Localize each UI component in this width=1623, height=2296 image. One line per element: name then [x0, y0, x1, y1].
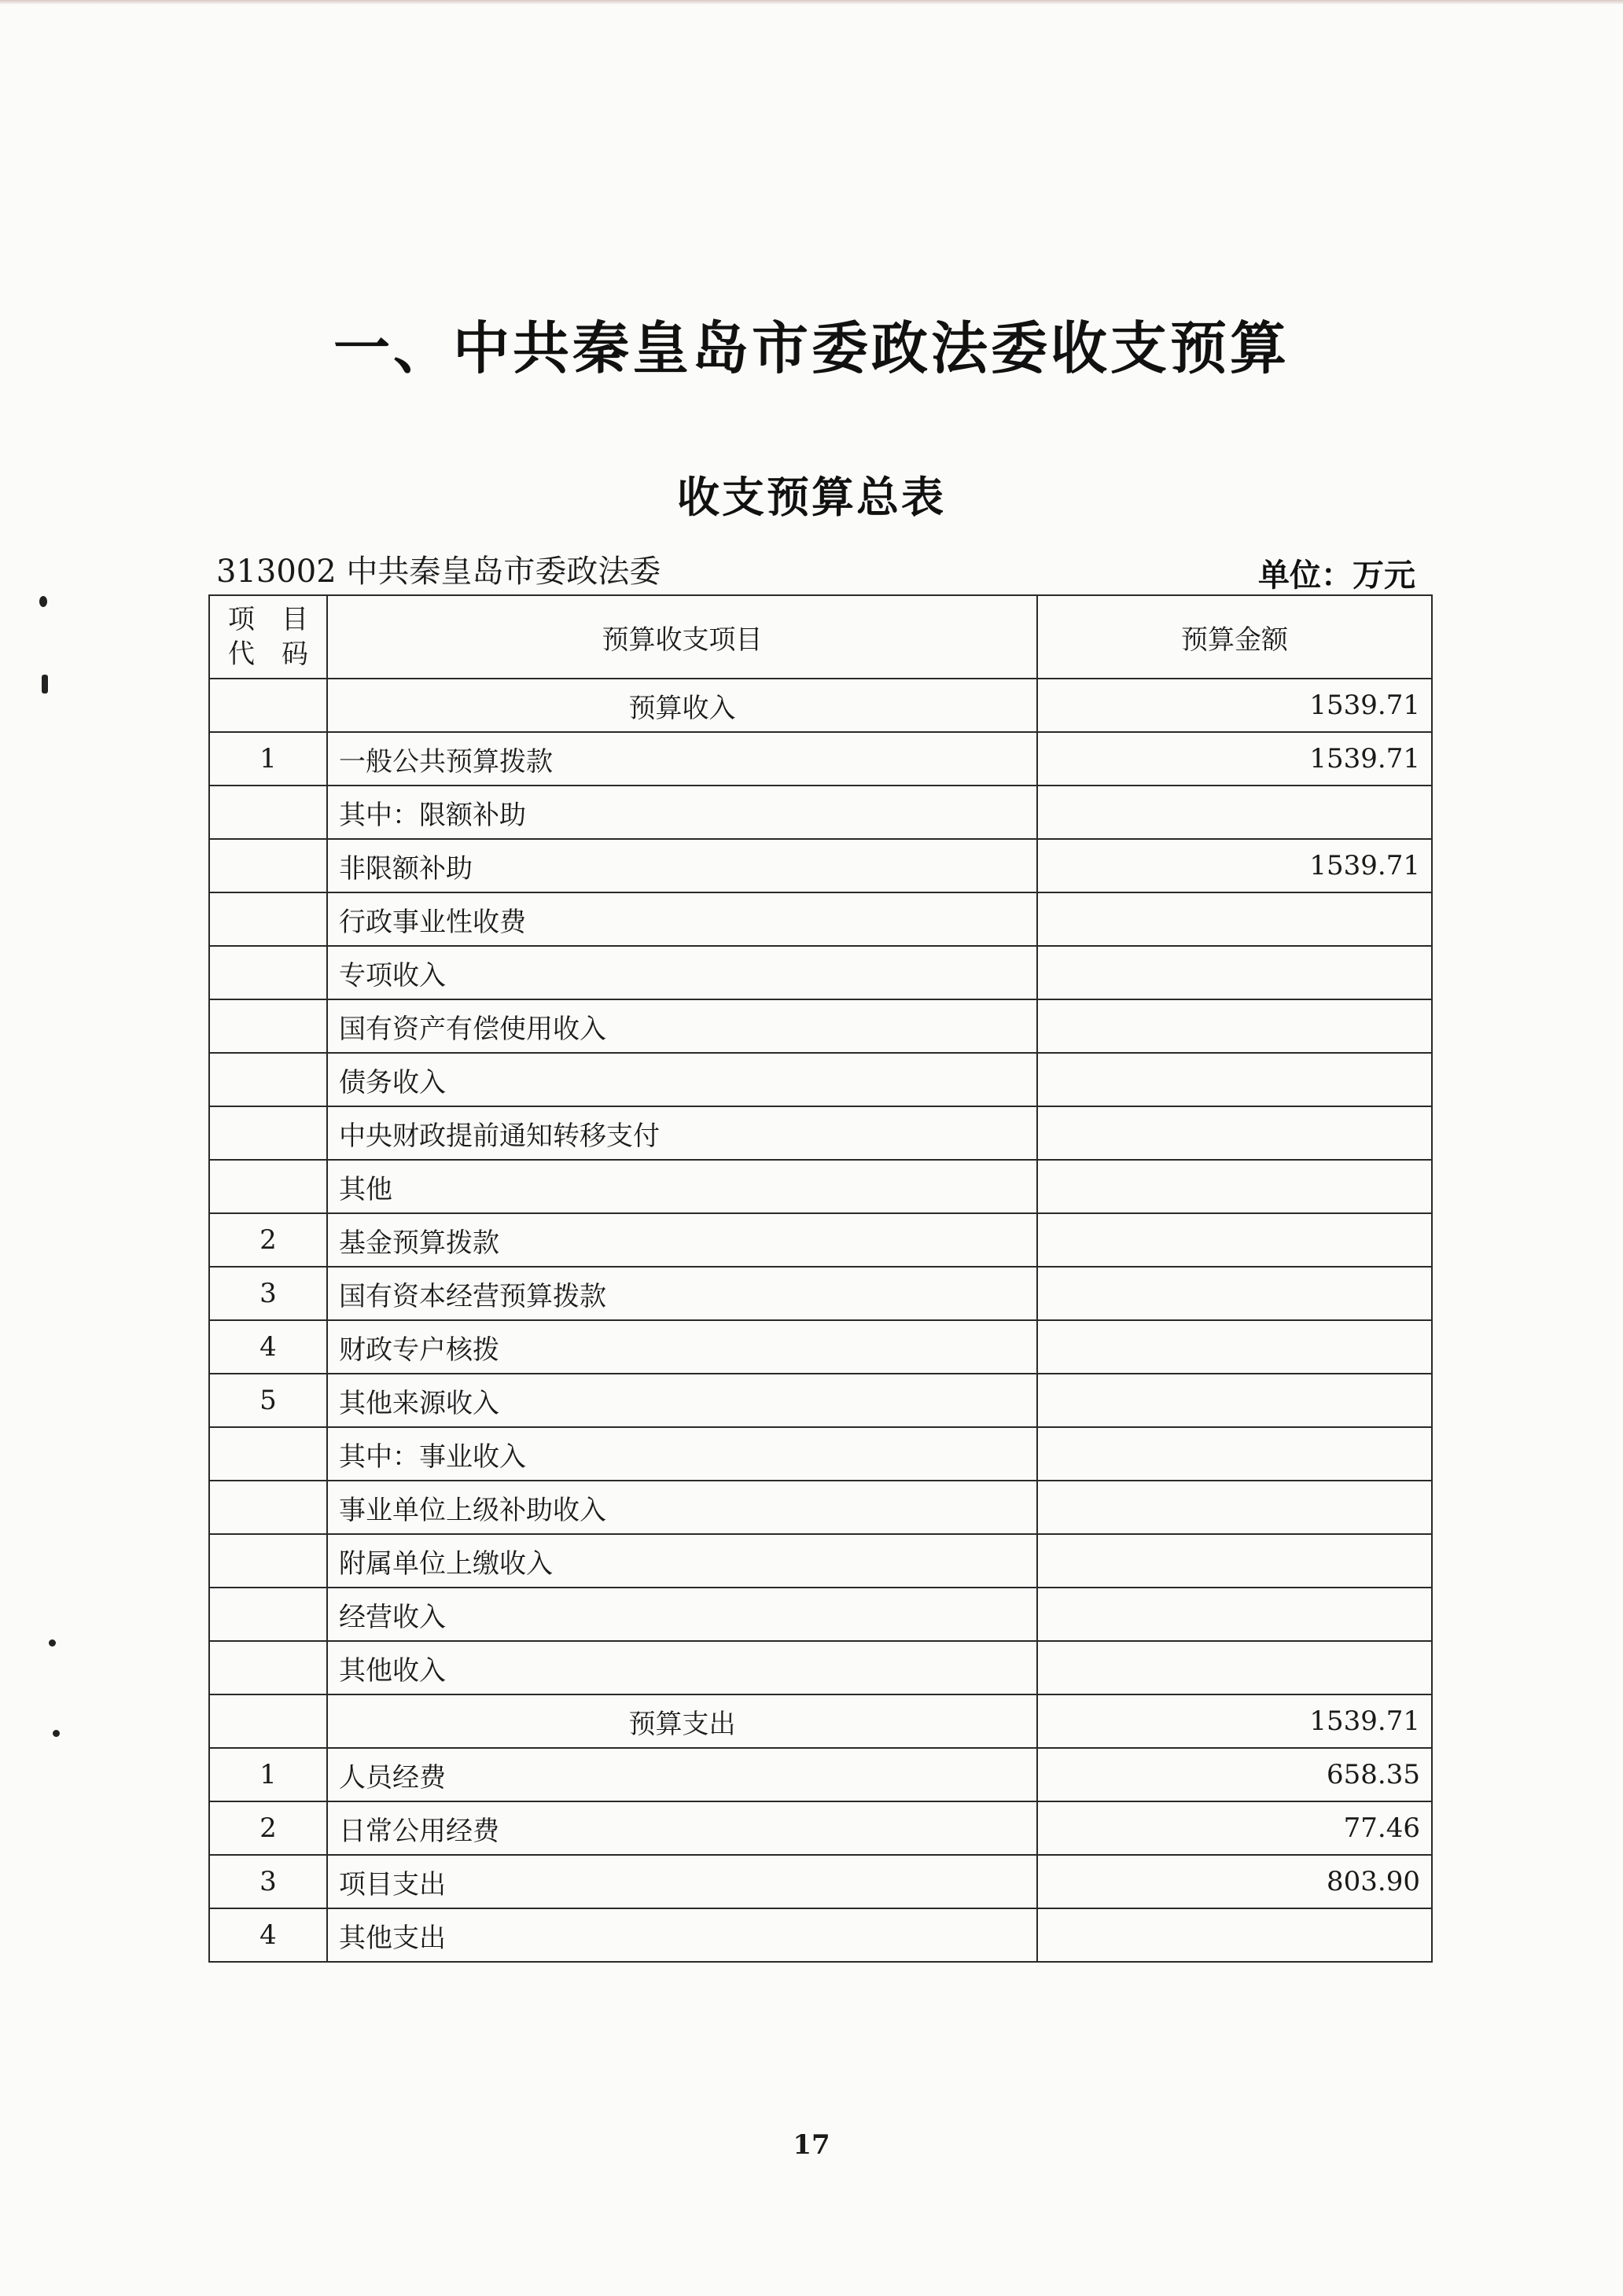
- item-code-cell: [209, 1534, 327, 1588]
- item-code-cell: [209, 892, 327, 946]
- amount-cell: [1037, 1320, 1432, 1374]
- table-row: [209, 1588, 1432, 1641]
- header-item-code: [209, 595, 327, 679]
- amount-cell: [1037, 1534, 1432, 1588]
- item-name-cell: 一般公共预算拨款: [327, 732, 1037, 786]
- item-code-cell: [209, 786, 327, 839]
- item-name-cell: 专项收入: [327, 946, 1037, 999]
- amount-cell: [1037, 1427, 1432, 1481]
- item-name-cell: 其中：事业收入: [327, 1427, 1037, 1481]
- item-name-cell: 人员经费: [327, 1748, 1037, 1801]
- item-code-cell: [209, 1106, 327, 1160]
- page-top-edge: [0, 0, 1623, 5]
- item-code-cell: [209, 679, 327, 732]
- item-code-cell: 4: [209, 1320, 327, 1374]
- item-code-cell: [209, 1053, 327, 1106]
- item-name-cell: 预算支出: [327, 1694, 1037, 1748]
- item-code-cell: [209, 839, 327, 892]
- item-name-cell: 其他来源收入: [327, 1374, 1037, 1427]
- amount-cell: 77.46: [1037, 1801, 1432, 1855]
- amount-cell: [1037, 946, 1432, 999]
- table-row: [209, 732, 1432, 786]
- table-row: [209, 679, 1432, 732]
- punch-mark: [39, 596, 47, 607]
- header-budget-amount: 预算金额: [1037, 595, 1432, 679]
- organization-code-label: 313002 中共秦皇岛市委政法委: [216, 554, 661, 590]
- item-name-cell: 经营收入: [327, 1588, 1037, 1641]
- item-name-cell: 基金预算拨款: [327, 1213, 1037, 1267]
- amount-cell: [1037, 1053, 1432, 1106]
- table-row: [209, 1908, 1432, 1962]
- table-row: [209, 1106, 1432, 1160]
- item-code-cell: [209, 1427, 327, 1481]
- item-name-cell: 中央财政提前通知转移支付: [327, 1106, 1037, 1160]
- item-name-cell: 非限额补助: [327, 839, 1037, 892]
- header-code-line1: 项 目: [228, 604, 308, 635]
- table-body: [209, 679, 1432, 1962]
- table-row: [209, 946, 1432, 999]
- page-title: 一、中共秦皇岛市委政法委收支预算: [333, 315, 1290, 381]
- header-code-line2: 代 码: [228, 638, 308, 670]
- table-row: [209, 1374, 1432, 1427]
- table-row: [209, 1801, 1432, 1855]
- amount-cell: [1037, 1374, 1432, 1427]
- unit-label: 单位：万元: [1258, 557, 1415, 594]
- table-row: [209, 1694, 1432, 1748]
- amount-cell: 1539.71: [1037, 679, 1432, 732]
- item-code-cell: 3: [209, 1855, 327, 1908]
- table-row: [209, 1641, 1432, 1694]
- header-budget-item: 预算收支项目: [327, 595, 1037, 679]
- item-name-cell: 其他: [327, 1160, 1037, 1213]
- item-code-cell: [209, 1694, 327, 1748]
- table-row: [209, 1748, 1432, 1801]
- item-name-cell: 国有资本经营预算拨款: [327, 1267, 1037, 1320]
- table-row: [209, 839, 1432, 892]
- item-code-cell: [209, 1160, 327, 1213]
- item-code-cell: [209, 999, 327, 1053]
- item-name-cell: 项目支出: [327, 1855, 1037, 1908]
- table-row: [209, 786, 1432, 839]
- item-name-cell: 国有资产有偿使用收入: [327, 999, 1037, 1053]
- amount-cell: [1037, 1213, 1432, 1267]
- item-code-cell: [209, 946, 327, 999]
- item-code-cell: [209, 1481, 327, 1534]
- amount-cell: [1037, 1481, 1432, 1534]
- amount-cell: 658.35: [1037, 1748, 1432, 1801]
- amount-cell: [1037, 1106, 1432, 1160]
- item-name-cell: 财政专户核拨: [327, 1320, 1037, 1374]
- table-row: [209, 1481, 1432, 1534]
- table-row: [209, 1160, 1432, 1213]
- table-row: [209, 892, 1432, 946]
- amount-cell: [1037, 1267, 1432, 1320]
- table-row: [209, 1855, 1432, 1908]
- amount-cell: 1539.71: [1037, 839, 1432, 892]
- amount-cell: [1037, 1908, 1432, 1962]
- amount-cell: [1037, 1160, 1432, 1213]
- table-row: [209, 1213, 1432, 1267]
- amount-cell: [1037, 892, 1432, 946]
- item-name-cell: 债务收入: [327, 1053, 1037, 1106]
- amount-cell: [1037, 1588, 1432, 1641]
- amount-cell: 1539.71: [1037, 732, 1432, 786]
- item-code-cell: [209, 1588, 327, 1641]
- item-name-cell: 预算收入: [327, 679, 1037, 732]
- table-title: 收支预算总表: [677, 472, 946, 522]
- item-code-cell: [209, 1641, 327, 1694]
- table-row: [209, 1053, 1432, 1106]
- item-code-cell: 1: [209, 1748, 327, 1801]
- punch-mark: [53, 1730, 60, 1737]
- amount-cell: 1539.71: [1037, 1694, 1432, 1748]
- item-code-cell: 4: [209, 1908, 327, 1962]
- table-row: [209, 1534, 1432, 1588]
- amount-cell: [1037, 999, 1432, 1053]
- budget-summary-table: [208, 594, 1433, 1963]
- item-code-cell: 5: [209, 1374, 327, 1427]
- table-row: [209, 1320, 1432, 1374]
- amount-cell: 803.90: [1037, 1855, 1432, 1908]
- item-name-cell: 附属单位上缴收入: [327, 1534, 1037, 1588]
- item-code-cell: 2: [209, 1213, 327, 1267]
- item-name-cell: 其他支出: [327, 1908, 1037, 1962]
- item-name-cell: 行政事业性收费: [327, 892, 1037, 946]
- table-header-row: [209, 595, 1432, 679]
- amount-cell: [1037, 786, 1432, 839]
- punch-mark: [42, 675, 48, 694]
- item-code-cell: 1: [209, 732, 327, 786]
- table-row: [209, 1267, 1432, 1320]
- item-name-cell: 事业单位上级补助收入: [327, 1481, 1037, 1534]
- punch-mark: [49, 1639, 56, 1647]
- table-row: [209, 1427, 1432, 1481]
- amount-cell: [1037, 1641, 1432, 1694]
- item-name-cell: 日常公用经费: [327, 1801, 1037, 1855]
- item-code-cell: 2: [209, 1801, 327, 1855]
- item-name-cell: 其中：限额补助: [327, 786, 1037, 839]
- table-row: [209, 999, 1432, 1053]
- item-code-cell: 3: [209, 1267, 327, 1320]
- page-number: 17: [793, 2129, 830, 2161]
- item-name-cell: 其他收入: [327, 1641, 1037, 1694]
